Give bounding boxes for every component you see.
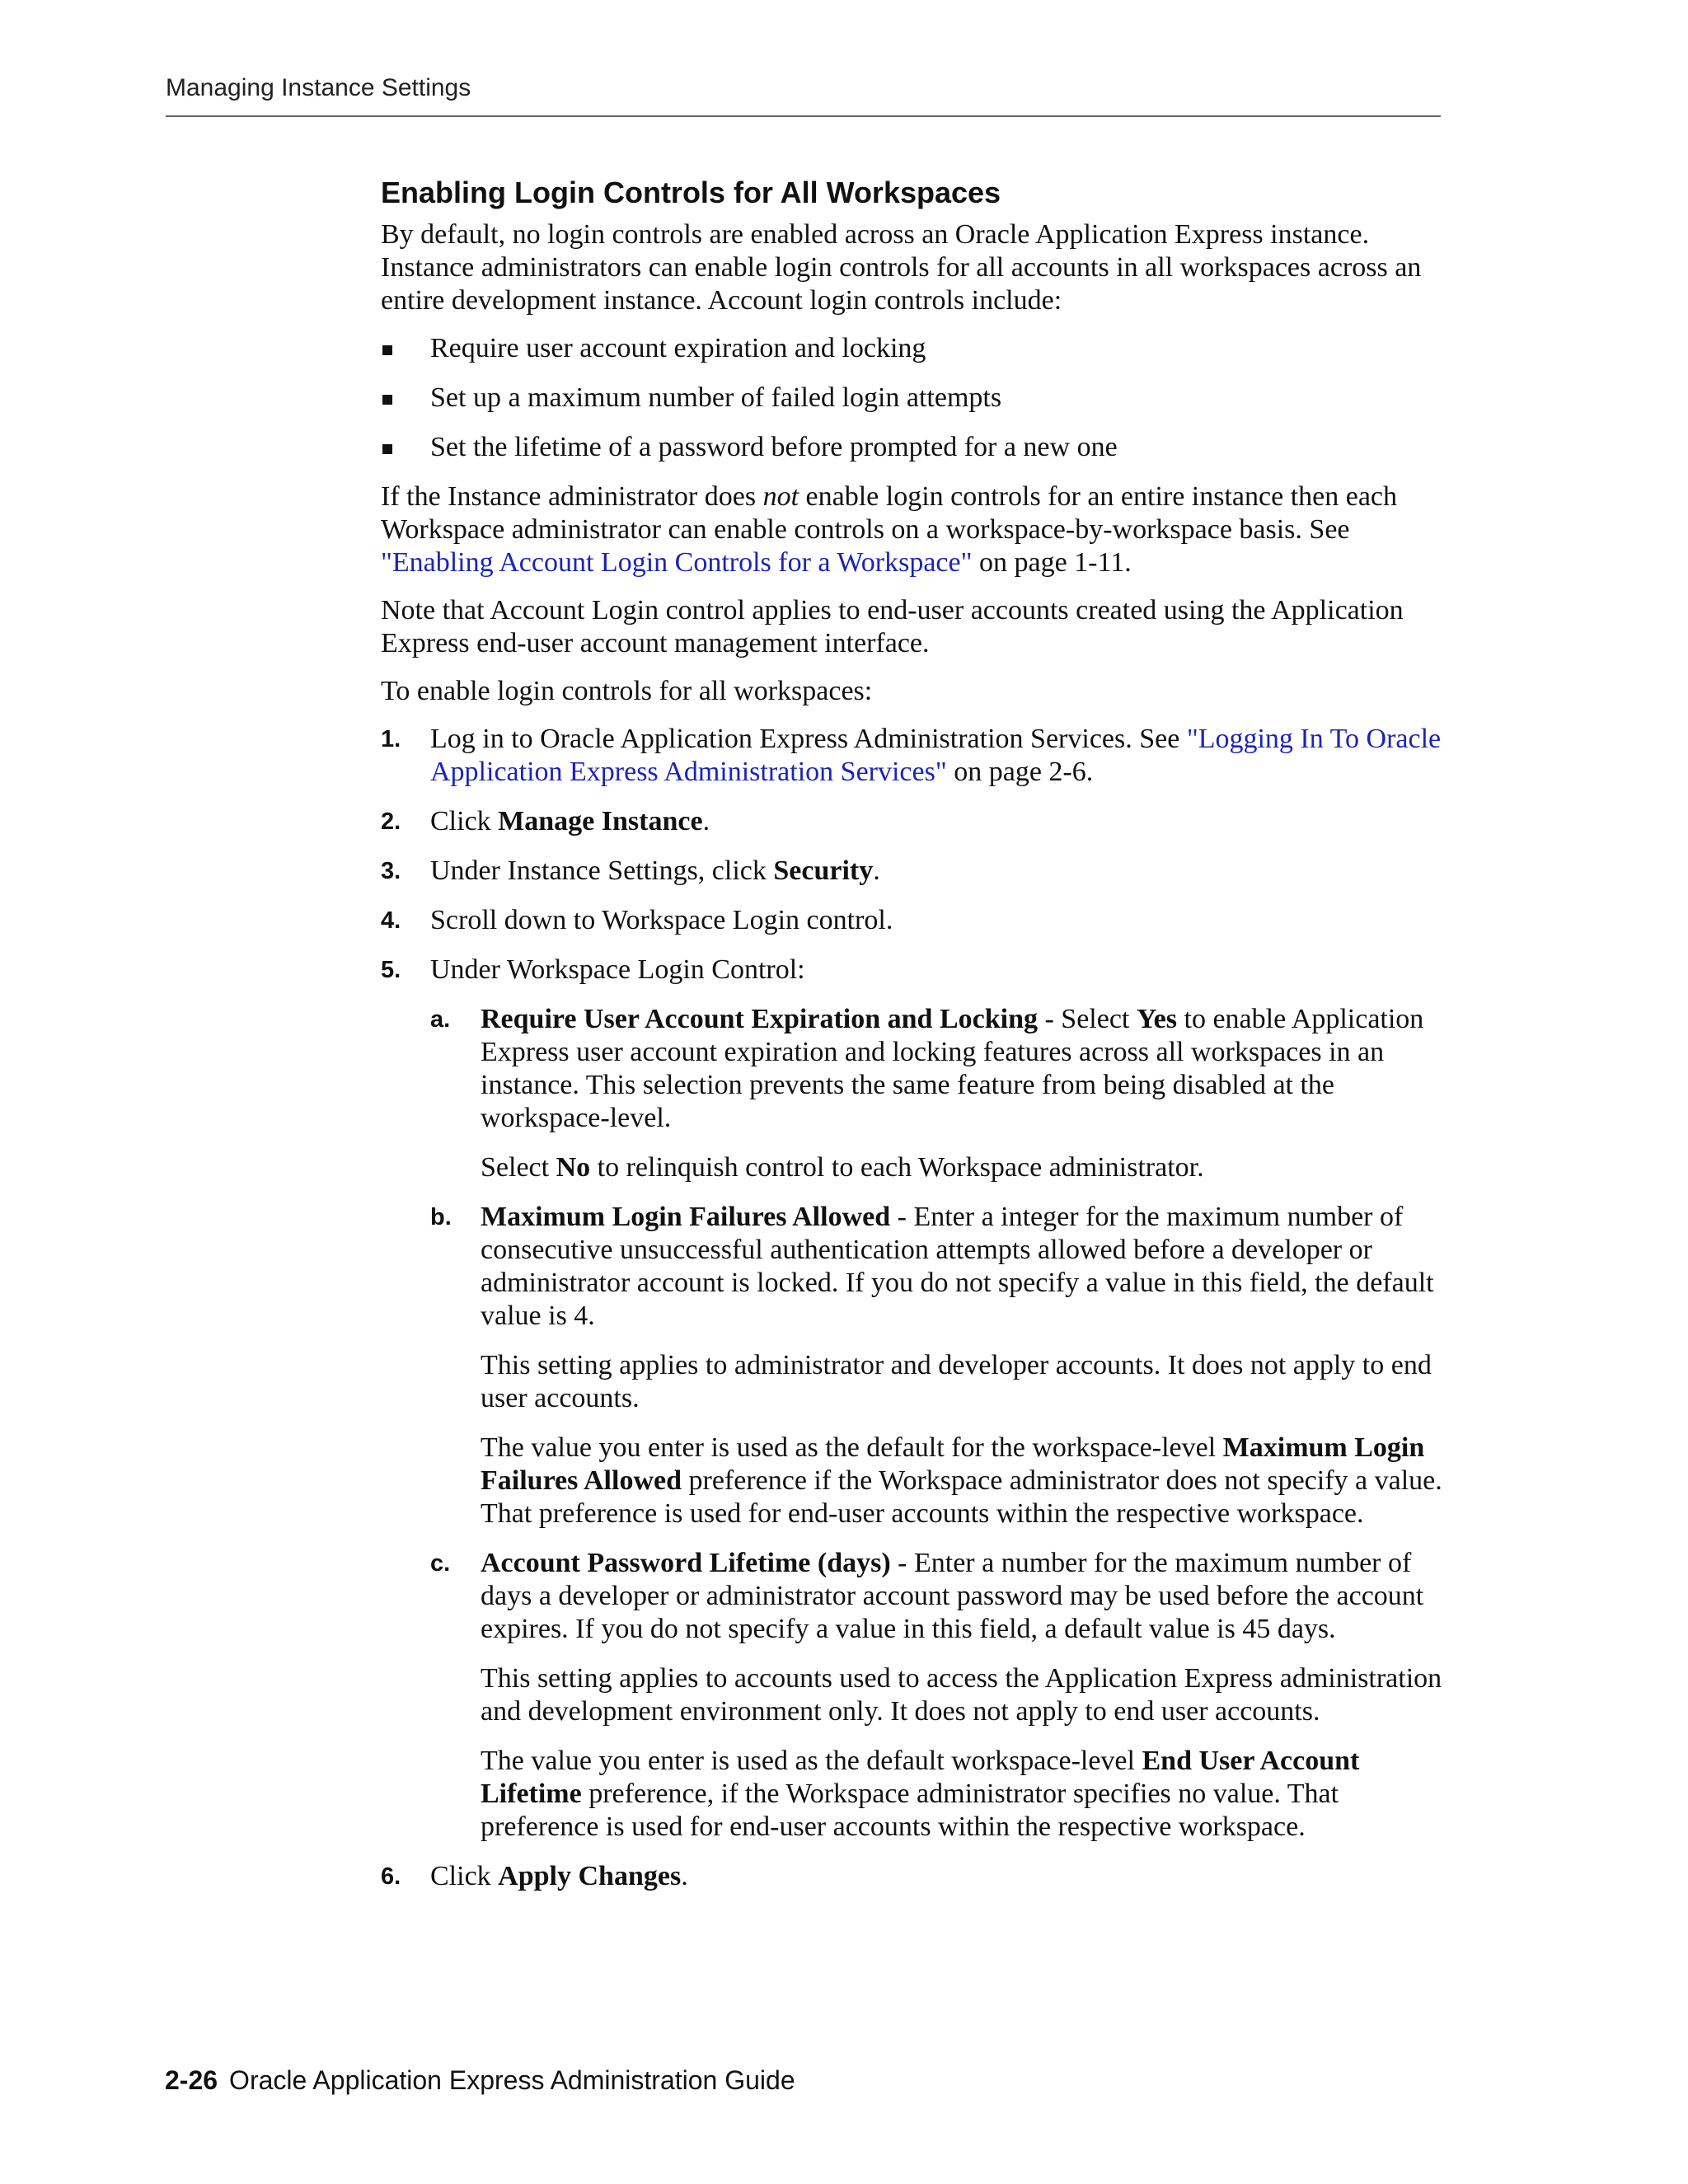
step-number: 6. — [381, 1863, 401, 1890]
intro-paragraph: By default, no login controls are enabled across an Oracle Application Express instance. Instance administrators can enable login controls for all accounts in all workspaces across an entire development instance. Account login controls include: — [381, 219, 1422, 316]
running-header: Managing Instance Settings — [166, 74, 471, 101]
note-paragraph: Note that Account Login control applies to end-user accounts created using the Application Express end-user account management interface. — [381, 595, 1404, 658]
substep-c: c. Account Password Lifetime (days) - Enter a number for the maximum number of days a developer or administrator account password may be used before the account expires. If you do not specify a value in this field, a default value is 45 days. This setting applies to accounts used to access the Application Express administration and development environment only. It does not apply to end user accounts. The value you enter is used as the default workspace-level End User Account Lifetime preference, if the Workspace administrator specifies no value. That preference is used for end-user accounts within the respective workspace. — [430, 1547, 1444, 1844]
book-title: Oracle Application Express Administration Guide — [229, 2065, 795, 2095]
yes-label: Yes — [1136, 1004, 1177, 1034]
step-1: 1. Log in to Oracle Application Express Administration Services. See "Logging In To Oracle Application Express Administration Services" on page 2-6. — [381, 724, 1442, 787]
substep-letter: c. — [430, 1550, 451, 1577]
require-expiration-label: Require User Account Expiration and Locking — [481, 1004, 1038, 1034]
substep-b-note: This setting applies to administrator and developer accounts. It does not apply to end user accounts. — [481, 1350, 1432, 1413]
list-item — [381, 431, 1444, 464]
list-item — [381, 332, 1444, 365]
step-number: 3. — [381, 858, 401, 884]
manage-instance-label: Manage Instance — [498, 806, 703, 837]
max-login-failures-label: Maximum Login Failures Allowed — [481, 1202, 891, 1232]
procedure-steps — [381, 723, 1444, 1893]
substep-c-note: This setting applies to accounts used to access the Application Express administration and development environment only. It does not apply to end user accounts. — [481, 1663, 1442, 1727]
step-number: 5. — [381, 957, 401, 983]
step-6: 6. Click Apply Changes. — [381, 1861, 688, 1891]
page-content — [381, 172, 1444, 1910]
substep-letter: b. — [430, 1204, 452, 1230]
enabling-account-login-link[interactable]: "Enabling Account Login Controls for a Workspace" — [381, 547, 973, 578]
square-bullet-icon — [382, 395, 392, 405]
apply-changes-label: Apply Changes — [498, 1861, 682, 1891]
list-item-text: Set up a maximum number of failed login attempts — [430, 382, 1002, 413]
list-item-text: Set the lifetime of a password before prompted for a new one — [430, 432, 1118, 462]
page-footer — [165, 2065, 795, 2096]
step-number: 1. — [381, 726, 401, 752]
security-label: Security — [773, 855, 874, 886]
emphasis-not: not — [762, 481, 799, 512]
login-controls-list — [381, 332, 1444, 464]
substep-a: a. Require User Account Expiration and Locking - Select Yes to enable Application Express user account expiration and locking features across all workspaces in an instance. This selection prevents the same feature from being disabled at the workspace-level. Select No to relinquish control to each Workspace administrator. — [430, 1004, 1424, 1183]
procedure-intro: To enable login controls for all workspaces: — [381, 676, 873, 706]
step-number: 2. — [381, 808, 401, 835]
no-label: No — [556, 1152, 591, 1183]
password-lifetime-label: Account Password Lifetime (days) — [481, 1548, 891, 1578]
step-5: 5. Under Workspace Login Control: a. Require User Account Expiration and Locking - Select Yes to enable Application Express user account expiration and locking features across all workspaces in an instance. This selection prevents the same feature from being disabled at the workspace-level. Select No to relinquish control to each Workspace administrator. b. Maximum Login Failures Allowed - Enter a integer for the maximum number of consecutive unsuccessful authentication attempts allowed before a developer or administrator account is locked. If you do not specify a value in this field, the default value is 4. This setting applies to administrator and developer accounts. It does not apply to end user accounts. The value you enter is used as the default for the workspace-level Maximum Login Failures Allowed preference if the Workspace administrator does not specify a value. That preference is used for end-user accounts within the respective workspace. c. Account Password Lifetime (days) - Enter a number for the maximum number of days a developer or administrator account password may be used before the account expires. If you do not specify a value in this field, a default value is 45 days. This setting applies to accounts used to access the Application Express administration and development environment only. It does not apply to end user accounts. The value you enter is used as the default workspace-level End User Account Lifetime preference, if the Workspace administrator specifies no value. That preference is used for end-user accounts within the respective workspace. — [381, 954, 1444, 1844]
end-user-lifetime-label: End User Account Lifetime — [481, 1746, 1360, 1809]
workspace-login-substeps — [430, 1003, 1444, 1844]
logging-in-link[interactable]: "Logging In To Oracle Application Express Administration Services" — [430, 724, 1442, 787]
square-bullet-icon — [382, 345, 392, 355]
instance-admin-paragraph: If the Instance administrator does not enable login controls for an entire instance then each Workspace administrator can enable controls on a workspace-by-workspace basis. See "Enabling Account Login Controls for a Workspace" on page 1-11. — [381, 481, 1398, 578]
substep-letter: a. — [430, 1006, 451, 1033]
step-number: 4. — [381, 907, 401, 934]
section-title: Enabling Login Controls for All Workspaces — [381, 176, 1001, 209]
header-rule — [166, 115, 1441, 117]
max-login-failures-pref-label: Maximum Login Failures Allowed — [481, 1432, 1425, 1496]
square-bullet-icon — [382, 444, 392, 454]
list-item-text: Require user account expiration and locking — [430, 333, 926, 363]
step-2: 2. Click Manage Instance. — [381, 806, 710, 837]
substep-b: b. Maximum Login Failures Allowed - Enter a integer for the maximum number of consecutive unsuccessful authentication attempts allowed before a developer or administrator account is locked. If you do not specify a value in this field, the default value is 4. This setting applies to administrator and developer accounts. It does not apply to end user accounts. The value you enter is used as the default for the workspace-level Maximum Login Failures Allowed preference if the Workspace administrator does not specify a value. That preference is used for end-user accounts within the respective workspace. — [430, 1201, 1444, 1530]
step-4: 4. Scroll down to Workspace Login control. — [381, 905, 893, 935]
page-number: 2-26 — [165, 2065, 218, 2095]
step-3: 3. Under Instance Settings, click Security. — [381, 855, 880, 886]
list-item — [381, 382, 1444, 415]
